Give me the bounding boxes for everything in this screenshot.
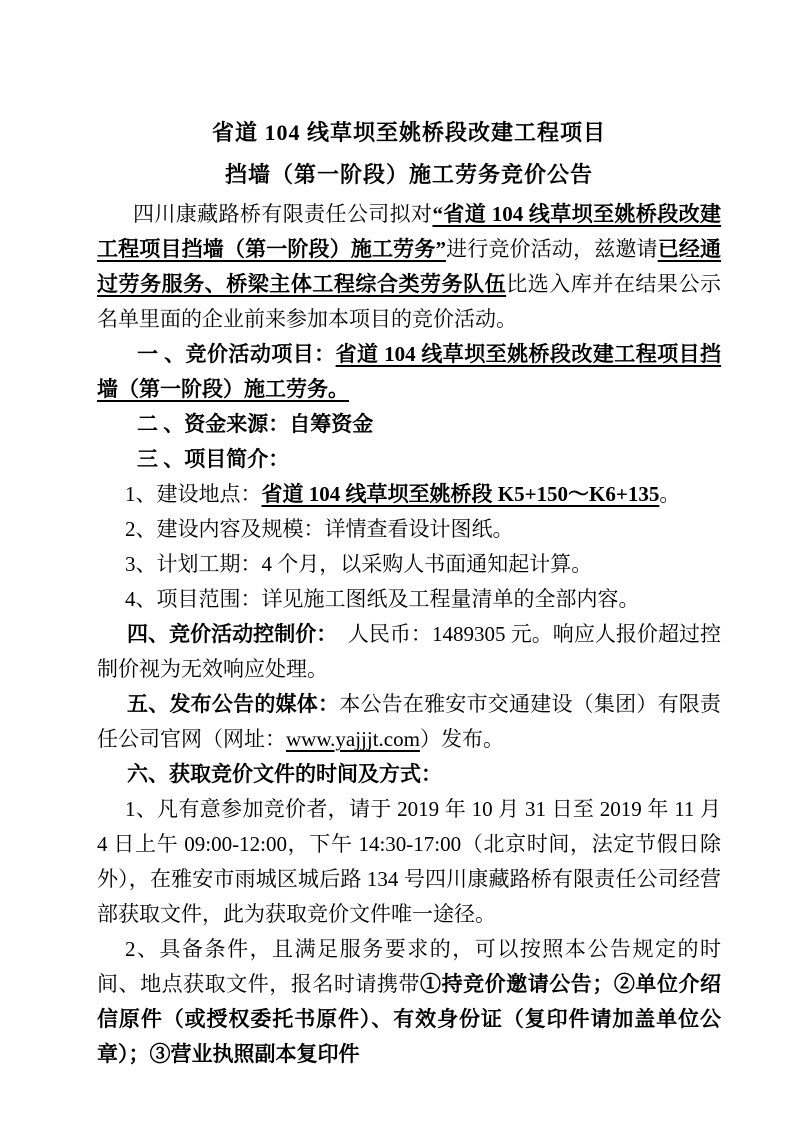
- intro-paragraph-run-1: “省道 104 线草坝至姚桥段改建工程项目挡墙（第一阶段）施工劳务”: [97, 202, 722, 261]
- section-4-control-price-run-1: 人民币：1489305 元。响应人报价超过控制价视为无效响应处理。: [97, 622, 722, 681]
- document-content: [97, 112, 721, 1072]
- item-acquisition-requirements-run-1: ①持竞价邀请公告；②单位介绍信原件（或授权委托书原件）、有效身份证（复印件请加盖单位公章）；③营业执照副本复印件: [97, 972, 722, 1066]
- document-title: [97, 112, 721, 196]
- section-6-document-acquisition: [97, 757, 721, 792]
- item-acquisition-requirements: [97, 932, 721, 1072]
- section-3-project-brief-run-0: 三 、项目简介：: [137, 447, 290, 471]
- item-acquisition-time: [97, 792, 721, 932]
- section-2-funding-source: [97, 407, 721, 442]
- item-construction-scale-run-0: 2、建设内容及规模：详情查看设计图纸。: [125, 517, 514, 541]
- item-acquisition-time-run-0: 1、凡有意参加竞价者，请于 2019 年 10 月 31 日至 2019 年 11 月 4 日上午 09:00-12:00，下午 14:30-17:00（北京时间，法定节假日除外），在雅安市雨城区城后路 134 号四川康藏路桥有限责任公司经营部获取文件，此为获取竞价文件唯一途径。: [97, 797, 721, 926]
- website-url-text: www.yajjjt.com: [286, 727, 420, 751]
- section-5-announcement-media-run-1: 本公告在雅安市交通建设（集团）有限责任公司官网（网址：: [97, 692, 722, 751]
- section-5-announcement-media-run-3: ）发布。: [419, 727, 504, 751]
- item-project-scope: [97, 582, 721, 617]
- item-project-scope-run-0: 4、项目范围：详见施工图纸及工程量清单的全部内容。: [125, 587, 640, 611]
- intro-paragraph-run-3: 已经通过劳务服务、桥梁主体工程综合类劳务队伍: [97, 237, 722, 296]
- section-3-project-brief: [97, 442, 721, 477]
- intro-paragraph: [97, 197, 721, 337]
- section-5-announcement-media-run-0: 五、发布公告的媒体：: [127, 692, 340, 716]
- intro-paragraph-run-0: 四川康藏路桥有限责任公司拟对: [133, 202, 433, 226]
- section-4-control-price: [97, 617, 721, 687]
- section-1-bidding-project: [97, 337, 721, 407]
- item-acquisition-requirements-run-0: 2、具备条件，且满足服务要求的，可以按照本公告规定的时间、地点获取文件，报名时请携带: [97, 937, 721, 996]
- item-planned-duration-run-0: 3、计划工期：4 个月，以采购人书面通知起计算。: [125, 552, 593, 576]
- item-construction-site-run-1: 省道 104 线草坝至姚桥段 K5+150～K6+135: [261, 482, 660, 506]
- item-construction-site-run-2: 。: [659, 482, 681, 506]
- item-construction-scale: [97, 512, 721, 547]
- document-body: [97, 197, 721, 1072]
- section-6-document-acquisition-run-0: 六、获取竞价文件的时间及方式：: [127, 762, 442, 786]
- item-construction-site-run-0: 1、建设地点：: [125, 482, 262, 506]
- document-title-line-2: 挡墙（第一阶段）施工劳务竞价公告: [224, 162, 593, 187]
- section-1-bidding-project-run-1: 省道 104 线草坝至姚桥段改建工程项目挡墙（第一阶段）施工劳务。: [97, 342, 722, 401]
- section-4-control-price-run-0: 四、竞价活动控制价：: [127, 622, 327, 646]
- document-title-line-1: 省道 104 线草坝至姚桥段改建工程项目: [211, 120, 606, 145]
- item-construction-site: [97, 477, 721, 512]
- intro-paragraph-run-4: 比选入库并在结果公示名单里面的企业前来参加本项目的竞价活动。: [97, 272, 722, 331]
- section-5-announcement-media: [97, 687, 721, 757]
- item-planned-duration: [97, 547, 721, 582]
- section-1-bidding-project-run-0: 一 、竞价活动项目：: [137, 342, 336, 366]
- intro-paragraph-run-2: 进行竞价活动，兹邀请: [445, 237, 658, 261]
- section-2-funding-source-run-0: 二 、资金来源：自筹资金: [137, 412, 374, 436]
